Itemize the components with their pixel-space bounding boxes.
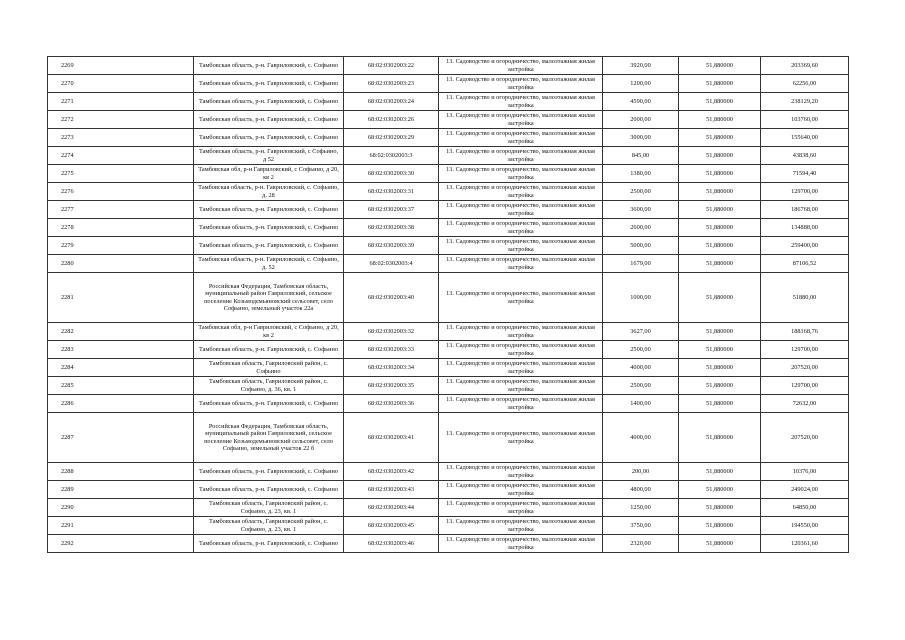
- row-number: 2292: [48, 535, 194, 553]
- area-cell: 1250,00: [603, 499, 679, 517]
- address-cell: Тамбовская область, р-н. Гавриловский, с. Софьино: [194, 129, 344, 147]
- rate-cell: 51,880000: [679, 517, 761, 535]
- table-row: [48, 255, 849, 273]
- area-cell: 4000,00: [603, 413, 679, 463]
- land-use-category-cell: 13. Садоводство и огородничество, малоэтажная жилая застройка: [439, 255, 603, 273]
- table-row: [48, 395, 849, 413]
- row-number: 2286: [48, 395, 194, 413]
- table-row: [48, 165, 849, 183]
- land-use-category-cell: 13. Садоводство и огородничество, малоэтажная жилая застройка: [439, 517, 603, 535]
- row-number: 2269: [48, 57, 194, 75]
- address-cell: Тамбовская область, Гавриловский район, с. Софьино: [194, 359, 344, 377]
- land-use-category-cell: 13. Садоводство и огородничество, малоэтажная жилая застройка: [439, 165, 603, 183]
- area-cell: 1400,00: [603, 395, 679, 413]
- cadastral-value-cell: 155640,00: [761, 129, 849, 147]
- rate-cell: 51,880000: [679, 93, 761, 111]
- table-row: [48, 377, 849, 395]
- address-cell: Тамбовская область, р-н. Гавриловский, с. Софьино: [194, 57, 344, 75]
- cadastral-value-cell: 62256,00: [761, 75, 849, 93]
- address-cell: Тамбовская область, р-н. Гавриловский, с. Софьино: [194, 111, 344, 129]
- rate-cell: 51,880000: [679, 481, 761, 499]
- address-cell: Тамбовская обл, р-н Гавриловский, с Софьино, д 20, кв 2: [194, 165, 344, 183]
- cadastral-value-cell: 71594,40: [761, 165, 849, 183]
- rate-cell: 51,880000: [679, 219, 761, 237]
- table-row: [48, 499, 849, 517]
- land-use-category-cell: 13. Садоводство и огородничество, малоэтажная жилая застройка: [439, 219, 603, 237]
- table-row: [48, 111, 849, 129]
- land-use-category-cell: 13. Садоводство и огородничество, малоэтажная жилая застройка: [439, 57, 603, 75]
- rate-cell: 51,880000: [679, 129, 761, 147]
- cadastral-number-cell: 68:02:0302003:46: [344, 535, 439, 553]
- table-row: [48, 147, 849, 165]
- row-number: 2290: [48, 499, 194, 517]
- row-number: 2279: [48, 237, 194, 255]
- address-cell: Российская Федерация, Тамбовская область, муниципальный район Гавриловский, сельское поселение Козьмодемьяновский сельсовет, село Софьино, земельный участок 22а: [194, 273, 344, 323]
- cadastral-number-cell: 68:02:0302003:31: [344, 183, 439, 201]
- address-cell: Тамбовская область, р-н. Гавриловский, с. Софьино: [194, 201, 344, 219]
- address-cell: Тамбовская область, р-н. Гавриловский, с. Софьино: [194, 463, 344, 481]
- cadastral-number-cell: 68:02:0302003:44: [344, 499, 439, 517]
- land-use-category-cell: 13. Садоводство и огородничество, малоэтажная жилая застройка: [439, 75, 603, 93]
- land-use-category-cell: 13. Садоводство и огородничество, малоэтажная жилая застройка: [439, 395, 603, 413]
- land-use-category-cell: 13. Садоводство и огородничество, малоэтажная жилая застройка: [439, 341, 603, 359]
- cadastral-value-cell: 207520,00: [761, 413, 849, 463]
- row-number: 2281: [48, 273, 194, 323]
- rate-cell: 51,880000: [679, 535, 761, 553]
- address-cell: Тамбовская область, р-н. Гавриловский, с. Софьино: [194, 93, 344, 111]
- cadastral-value-cell: 129700,00: [761, 341, 849, 359]
- land-use-category-cell: 13. Садоводство и огородничество, малоэтажная жилая застройка: [439, 413, 603, 463]
- area-cell: 2600,00: [603, 219, 679, 237]
- row-number: 2272: [48, 111, 194, 129]
- row-number: 2276: [48, 183, 194, 201]
- rate-cell: 51,880000: [679, 377, 761, 395]
- row-number: 2280: [48, 255, 194, 273]
- row-number: 2291: [48, 517, 194, 535]
- area-cell: 2000,00: [603, 111, 679, 129]
- address-cell: Тамбовская область, р-н. Гавриловский, с. Софьино: [194, 237, 344, 255]
- row-number: 2289: [48, 481, 194, 499]
- rate-cell: 51,880000: [679, 237, 761, 255]
- table-row: [48, 273, 849, 323]
- cadastral-number-cell: 68:02:0302003:35: [344, 377, 439, 395]
- rate-cell: 51,880000: [679, 147, 761, 165]
- land-use-category-cell: 13. Садоводство и огородничество, малоэтажная жилая застройка: [439, 183, 603, 201]
- land-use-category-cell: 13. Садоводство и огородничество, малоэтажная жилая застройка: [439, 93, 603, 111]
- cadastral-number-cell: 68:02:0302003:33: [344, 341, 439, 359]
- table-row: [48, 75, 849, 93]
- table-row: [48, 481, 849, 499]
- area-cell: 2500,00: [603, 183, 679, 201]
- rate-cell: 51,880000: [679, 111, 761, 129]
- land-use-category-cell: 13. Садоводство и огородничество, малоэтажная жилая застройка: [439, 323, 603, 341]
- address-cell: Российская Федерация, Тамбовская область, муниципальный район Гавриловский, сельское поселение Козьмодемьяновский сельсовет, село Софьино, земельный участок 22 б: [194, 413, 344, 463]
- cadastral-number-cell: 68:02:0302003:26: [344, 111, 439, 129]
- cadastral-value-cell: 87106,52: [761, 255, 849, 273]
- cadastral-number-cell: 68:02:0302003:4: [344, 255, 439, 273]
- cadastral-value-cell: 203369,60: [761, 57, 849, 75]
- cadastral-value-cell: 120361,60: [761, 535, 849, 553]
- cadastral-value-cell: 51880,00: [761, 273, 849, 323]
- cadastral-number-cell: 68:02:0302003:41: [344, 413, 439, 463]
- area-cell: 3600,00: [603, 201, 679, 219]
- table-row: [48, 517, 849, 535]
- cadastral-number-cell: 68:02:0302003:22: [344, 57, 439, 75]
- cadastral-number-cell: 68:02:0302003:37: [344, 201, 439, 219]
- land-use-category-cell: 13. Садоводство и огородничество, малоэтажная жилая застройка: [439, 481, 603, 499]
- row-number: 2274: [48, 147, 194, 165]
- cadastral-value-cell: 194550,00: [761, 517, 849, 535]
- land-use-category-cell: 13. Садоводство и огородничество, малоэтажная жилая застройка: [439, 129, 603, 147]
- table-body: [48, 57, 849, 553]
- area-cell: 4590,00: [603, 93, 679, 111]
- cadastral-number-cell: 68:02:0302003:3: [344, 147, 439, 165]
- cadastral-number-cell: 68:02:0302003:24: [344, 93, 439, 111]
- cadastral-value-cell: 129700,00: [761, 183, 849, 201]
- area-cell: 3000,00: [603, 129, 679, 147]
- cadastral-value-cell: 207520,00: [761, 359, 849, 377]
- row-number: 2283: [48, 341, 194, 359]
- cadastral-number-cell: 68:02:0302003:30: [344, 165, 439, 183]
- area-cell: 1200,00: [603, 75, 679, 93]
- table-row: [48, 463, 849, 481]
- land-use-category-cell: 13. Садоводство и огородничество, малоэтажная жилая застройка: [439, 237, 603, 255]
- land-use-category-cell: 13. Садоводство и огородничество, малоэтажная жилая застройка: [439, 111, 603, 129]
- rate-cell: 51,880000: [679, 273, 761, 323]
- cadastral-value-cell: 129700,00: [761, 377, 849, 395]
- cadastral-value-cell: 249024,00: [761, 481, 849, 499]
- table-row: [48, 201, 849, 219]
- cadastral-value-cell: 64850,00: [761, 499, 849, 517]
- row-number: 2275: [48, 165, 194, 183]
- area-cell: 2320,00: [603, 535, 679, 553]
- address-cell: Тамбовская область, р-н. Гавриловский, с. Софьино: [194, 75, 344, 93]
- rate-cell: 51,880000: [679, 341, 761, 359]
- land-use-category-cell: 13. Садоводство и огородничество, малоэтажная жилая застройка: [439, 147, 603, 165]
- table-row: [48, 237, 849, 255]
- cadastral-value-cell: 259400,00: [761, 237, 849, 255]
- address-cell: Тамбовская область, р-н. Гавриловский, с Софьино, д 52: [194, 147, 344, 165]
- land-use-category-cell: 13. Садоводство и огородничество, малоэтажная жилая застройка: [439, 463, 603, 481]
- table-row: [48, 341, 849, 359]
- area-cell: 2500,00: [603, 341, 679, 359]
- area-cell: 3627,00: [603, 323, 679, 341]
- cadastral-value-cell: 103760,00: [761, 111, 849, 129]
- land-use-category-cell: 13. Садоводство и огородничество, малоэтажная жилая застройка: [439, 499, 603, 517]
- address-cell: Тамбовская область, Гавриловский район, с. Софьино, д. 36, кв. 1: [194, 377, 344, 395]
- rate-cell: 51,880000: [679, 165, 761, 183]
- row-number: 2287: [48, 413, 194, 463]
- address-cell: Тамбовская область, Гавриловский район, с. Софьино, д. 23, кв. 1: [194, 499, 344, 517]
- table-row: [48, 93, 849, 111]
- row-number: 2285: [48, 377, 194, 395]
- area-cell: 1380,00: [603, 165, 679, 183]
- area-cell: 4800,00: [603, 481, 679, 499]
- cadastral-value-cell: 72632,00: [761, 395, 849, 413]
- row-number: 2288: [48, 463, 194, 481]
- row-number: 2271: [48, 93, 194, 111]
- land-use-category-cell: 13. Садоводство и огородничество, малоэтажная жилая застройка: [439, 273, 603, 323]
- rate-cell: 51,880000: [679, 201, 761, 219]
- cadastral-number-cell: 68:02:0302003:45: [344, 517, 439, 535]
- row-number: 2282: [48, 323, 194, 341]
- cadastral-number-cell: 68:02:0302003:43: [344, 481, 439, 499]
- address-cell: Тамбовская область, Гавриловский район, с. Софьино, д. 23, кв. 1: [194, 517, 344, 535]
- cadastral-number-cell: 68:02:0302003:42: [344, 463, 439, 481]
- row-number: 2273: [48, 129, 194, 147]
- land-use-category-cell: 13. Садоводство и огородничество, малоэтажная жилая застройка: [439, 201, 603, 219]
- area-cell: 4000,00: [603, 359, 679, 377]
- cadastral-value-cell: 134888,00: [761, 219, 849, 237]
- rate-cell: 51,880000: [679, 255, 761, 273]
- cadastral-value-cell: 186768,00: [761, 201, 849, 219]
- row-number: 2277: [48, 201, 194, 219]
- table-row: [48, 219, 849, 237]
- rate-cell: 51,880000: [679, 463, 761, 481]
- address-cell: Тамбовская область, р-н. Гавриловский, с. Софьино: [194, 341, 344, 359]
- area-cell: 5000,00: [603, 237, 679, 255]
- row-number: 2284: [48, 359, 194, 377]
- rate-cell: 51,880000: [679, 57, 761, 75]
- address-cell: Тамбовская область, р-н. Гавриловский, с. Софьино: [194, 535, 344, 553]
- area-cell: 3920,00: [603, 57, 679, 75]
- land-use-category-cell: 13. Садоводство и огородничество, малоэтажная жилая застройка: [439, 359, 603, 377]
- cadastral-number-cell: 68:02:0302003:23: [344, 75, 439, 93]
- cadastral-number-cell: 68:02:0302003:40: [344, 273, 439, 323]
- cadastral-number-cell: 68:02:0302003:34: [344, 359, 439, 377]
- rate-cell: 51,880000: [679, 499, 761, 517]
- cadastral-number-cell: 68:02:0302003:36: [344, 395, 439, 413]
- area-cell: 1000,00: [603, 273, 679, 323]
- area-cell: 3750,00: [603, 517, 679, 535]
- cadastral-value-cell: 238129,20: [761, 93, 849, 111]
- table-row: [48, 57, 849, 75]
- table-row: [48, 183, 849, 201]
- cadastral-number-cell: 68:02:0302003:32: [344, 323, 439, 341]
- table-row: [48, 413, 849, 463]
- address-cell: Тамбовская обл, р-н Гавриловский, с Софьино, д 20, кв 2: [194, 323, 344, 341]
- land-plots-table: [47, 56, 849, 553]
- table-row: [48, 359, 849, 377]
- table-row: [48, 535, 849, 553]
- document-page: [47, 56, 848, 553]
- table-row: [48, 129, 849, 147]
- rate-cell: 51,880000: [679, 359, 761, 377]
- cadastral-number-cell: 68:02:0302003:38: [344, 219, 439, 237]
- area-cell: 2500,00: [603, 377, 679, 395]
- row-number: 2270: [48, 75, 194, 93]
- area-cell: 1679,00: [603, 255, 679, 273]
- address-cell: Тамбовская область, р-н. Гавриловский, с. Софьино: [194, 395, 344, 413]
- cadastral-value-cell: 188168,76: [761, 323, 849, 341]
- rate-cell: 51,880000: [679, 395, 761, 413]
- area-cell: 845,00: [603, 147, 679, 165]
- address-cell: Тамбовская область, р-н. Гавриловский, с. Софьино, д. 52: [194, 255, 344, 273]
- address-cell: Тамбовская область, р-н. Гавриловский, с. Софьино: [194, 219, 344, 237]
- address-cell: Тамбовская область, р-н. Гавриловский, с. Софьино, д. 28: [194, 183, 344, 201]
- rate-cell: 51,880000: [679, 183, 761, 201]
- cadastral-value-cell: 43838,60: [761, 147, 849, 165]
- area-cell: 200,00: [603, 463, 679, 481]
- rate-cell: 51,880000: [679, 413, 761, 463]
- rate-cell: 51,880000: [679, 75, 761, 93]
- cadastral-number-cell: 68:02:0302003:29: [344, 129, 439, 147]
- land-use-category-cell: 13. Садоводство и огородничество, малоэтажная жилая застройка: [439, 535, 603, 553]
- rate-cell: 51,880000: [679, 323, 761, 341]
- cadastral-number-cell: 68:02:0302003:39: [344, 237, 439, 255]
- cadastral-value-cell: 10376,00: [761, 463, 849, 481]
- address-cell: Тамбовская область, р-н. Гавриловский, с. Софьино: [194, 481, 344, 499]
- land-use-category-cell: 13. Садоводство и огородничество, малоэтажная жилая застройка: [439, 377, 603, 395]
- table-row: [48, 323, 849, 341]
- row-number: 2278: [48, 219, 194, 237]
